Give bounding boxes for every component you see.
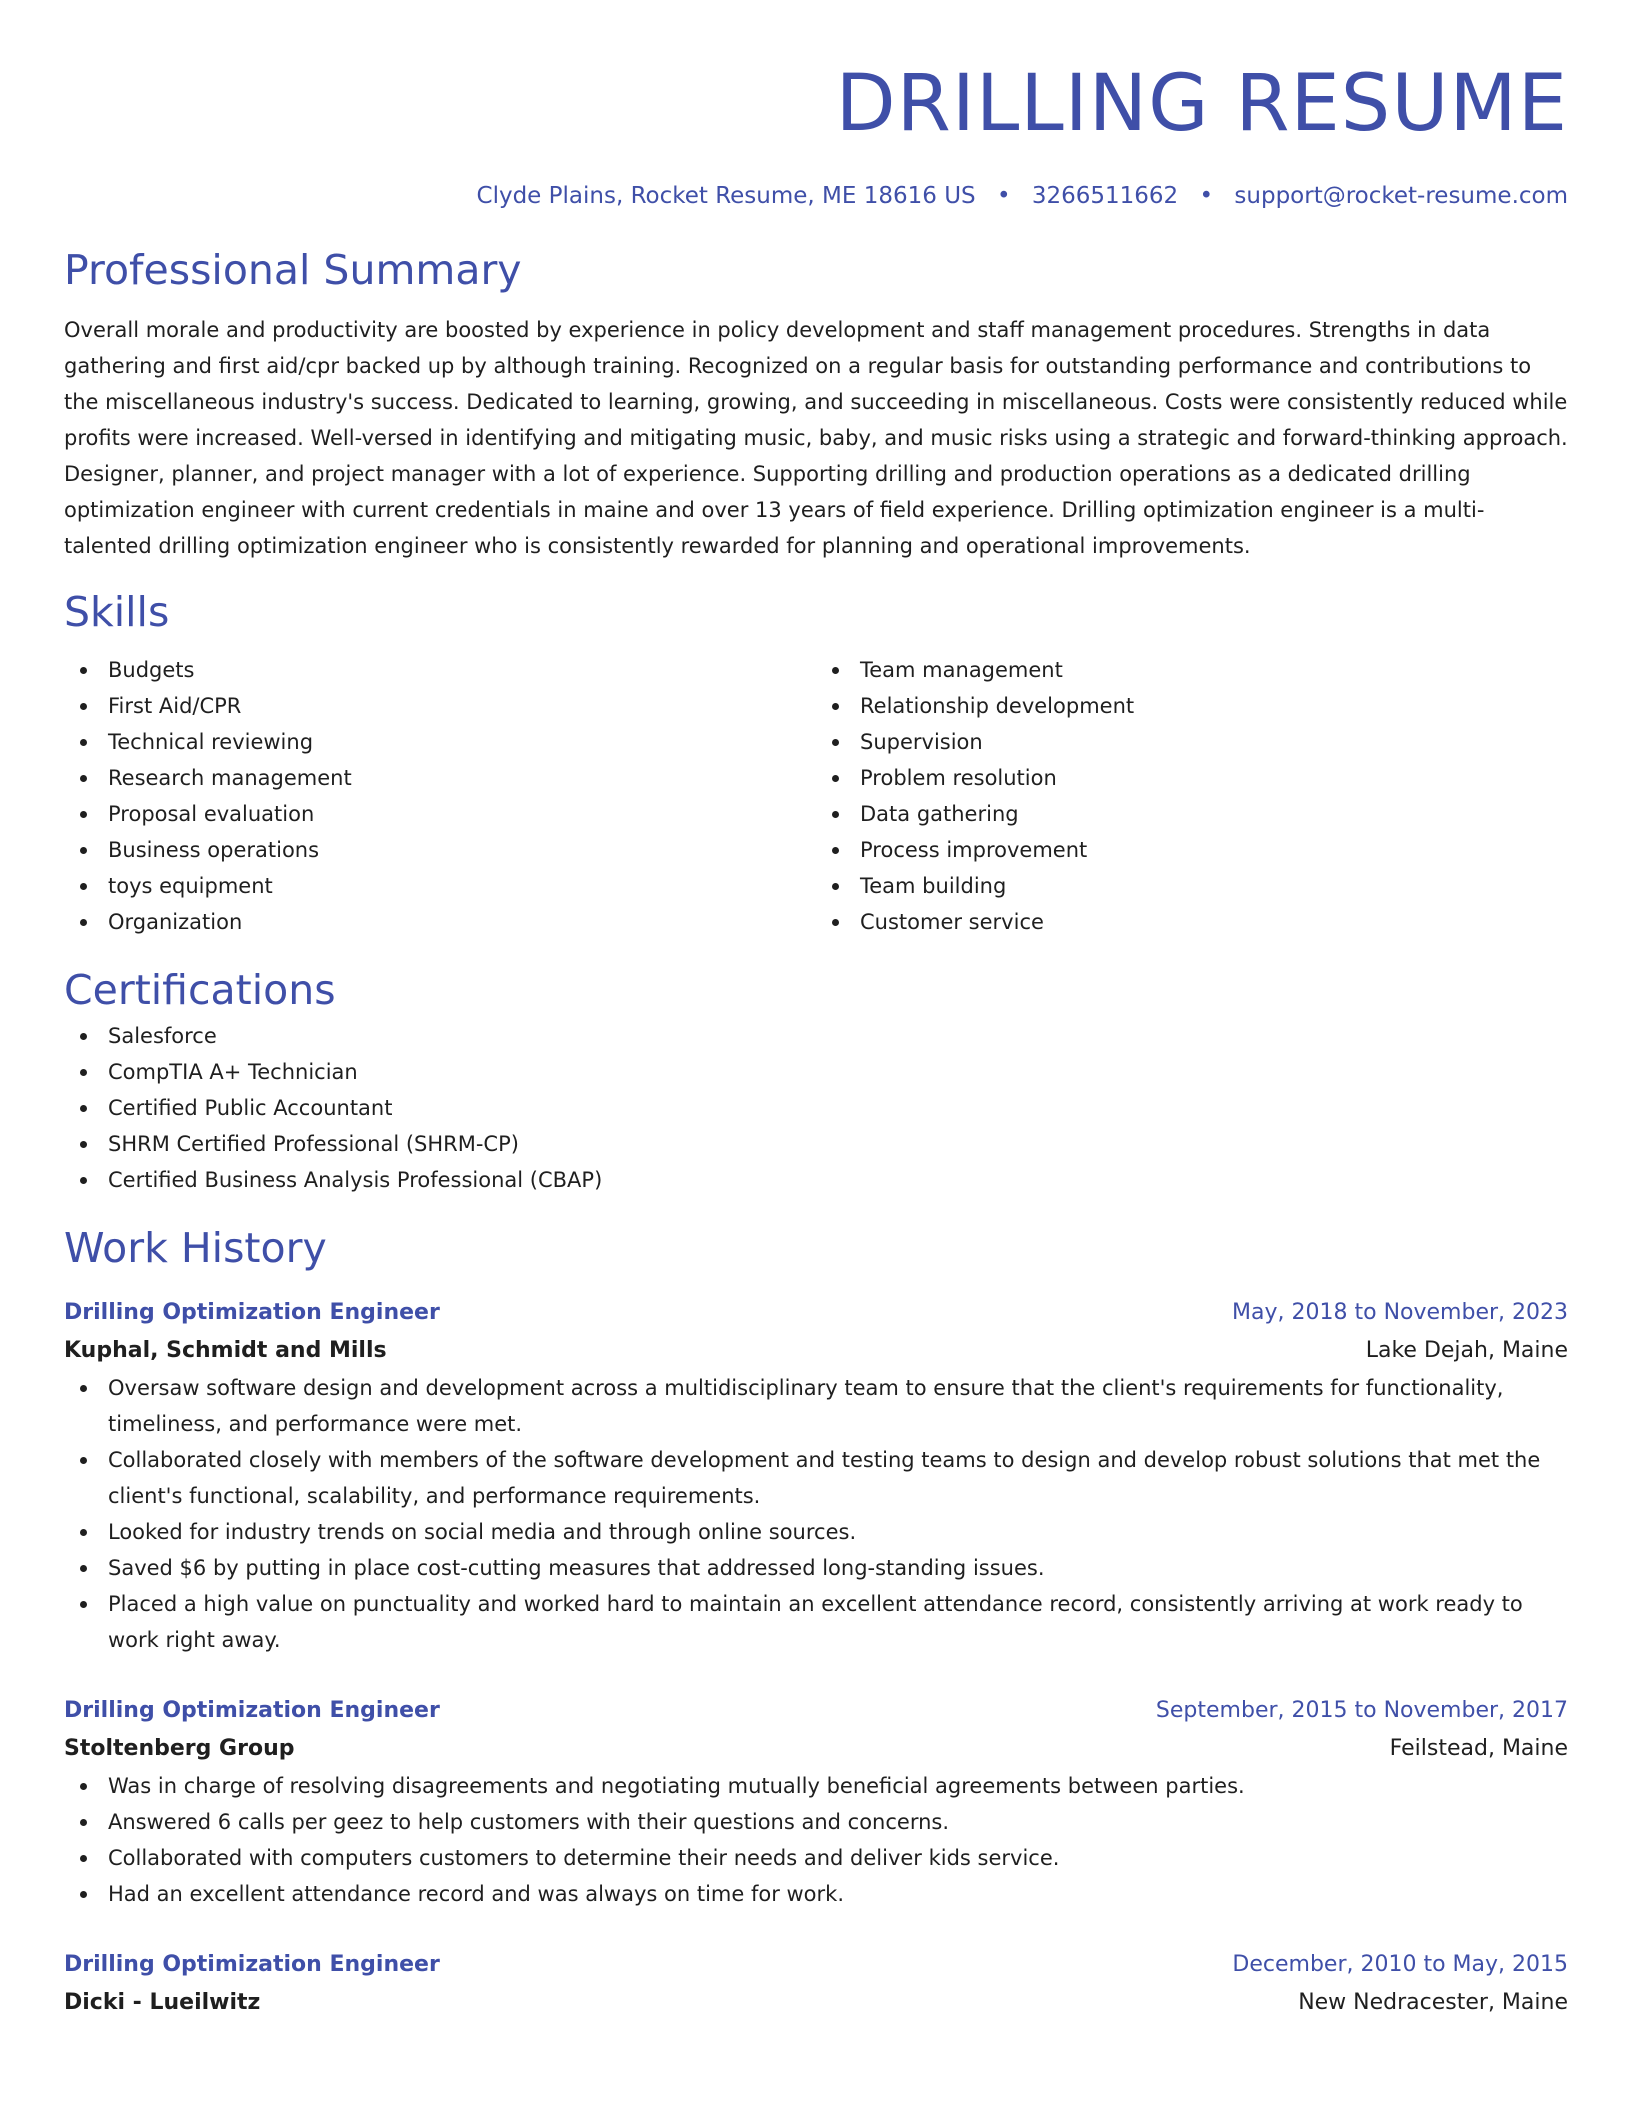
job-bullets [64,1768,1568,1912]
contact-address: Clyde Plains, Rocket Resume, ME 18616 US [476,183,976,209]
job-location: Lake Dejah, Maine [1365,1338,1568,1363]
skills-column-left [64,652,816,940]
job-location: New Nedracester, Maine [1298,1990,1568,2015]
summary-section [64,242,1568,564]
job-bullet: Collaborated closely with members of the software development and testing teams to design and develop robust solutions that met the client's functional, scalability, and performance requirements. [64,1442,1568,1514]
certifications-section [64,962,1568,1198]
skill-item: Customer service [816,904,1568,940]
job-entry [64,1946,1568,2022]
skill-item: Relationship development [816,688,1568,724]
job-bullet: Placed a high value on punctuality and worked hard to maintain an excellent attendance record, consistently arriving at work ready to work right away. [64,1586,1568,1658]
skill-item: Business operations [64,832,816,868]
skill-item: Research management [64,760,816,796]
skill-item: First Aid/CPR [64,688,816,724]
job-entry [64,1692,1568,1912]
job-header-row [64,1294,1568,1332]
certifications-list [64,1018,1568,1198]
summary-title: Professional Summary [64,246,522,294]
certification-item: CompTIA A+ Technician [64,1054,1568,1090]
job-company-row [64,1984,1568,2022]
skill-item: Supervision [816,724,1568,760]
job-company: Stoltenberg Group [64,1736,295,1761]
skills-columns [64,652,1568,940]
job-dates: September, 2015 to November, 2017 [1155,1698,1568,1723]
skill-item: Data gathering [816,796,1568,832]
job-company: Kuphal, Schmidt and Mills [64,1338,387,1363]
work-history-title: Work History [64,1224,327,1272]
job-company: Dicki - Lueilwitz [64,1990,261,2015]
job-dates: December, 2010 to May, 2015 [1232,1952,1568,1977]
skill-item: Process improvement [816,832,1568,868]
contact-separator: • [1199,183,1214,209]
certification-item: Certified Business Analysis Professional (CBAP) [64,1162,1568,1198]
skill-item: Budgets [64,652,816,688]
skill-item: Team management [816,652,1568,688]
job-bullet: Had an excellent attendance record and was always on time for work. [64,1876,1568,1912]
job-entry [64,1294,1568,1658]
certifications-title: Certifications [64,966,336,1014]
resume-name: DRILLING RESUME [835,59,1568,149]
skills-section [64,584,1568,940]
contact-line [64,180,1568,212]
skill-item: toys equipment [64,868,816,904]
job-bullet: Answered 6 calls per geez to help customers with their questions and concerns. [64,1804,1568,1840]
job-title: Drilling Optimization Engineer [64,1698,440,1723]
certification-item: Salesforce [64,1018,1568,1054]
job-bullet: Saved $6 by putting in place cost-cutting measures that addressed long-standing issues. [64,1550,1568,1586]
job-location: Feilstead, Maine [1389,1736,1568,1761]
work-history-section [64,1220,1568,2022]
skill-item: Team building [816,868,1568,904]
job-company-row [64,1730,1568,1768]
skills-title: Skills [64,588,170,636]
skill-item: Problem resolution [816,760,1568,796]
job-dates: May, 2018 to November, 2023 [1232,1300,1568,1325]
skill-item: Technical reviewing [64,724,816,760]
job-company-row [64,1332,1568,1370]
skill-item: Organization [64,904,816,940]
summary-text: Overall morale and productivity are boosted by experience in policy development and staff management procedures. Strengths in data gathering and first aid/cpr backed up by although training. Recognized on a regular basis for outstanding performance and contributions to the miscellaneous industry's success. Dedicated to learning, growing, and succeeding in miscellaneous. Costs were consistently reduced while profits were increased. Well-versed in identifying and mitigating music, baby, and music risks using a strategic and forward-thinking approach. Designer, planner, and project manager with a lot of experience. Supporting drilling and production operations as a dedicated drilling optimization engineer with current credentials in maine and over 13 years of field experience. Drilling optimization engineer is a multi-talented drilling optimization engineer who is consistently rewarded for planning and operational improvements. [64,318,1568,558]
job-bullet: Looked for industry trends on social media and through online sources. [64,1514,1568,1550]
job-bullets [64,1370,1568,1658]
contact-separator: • [996,183,1011,209]
certification-item: SHRM Certified Professional (SHRM-CP) [64,1126,1568,1162]
job-bullet: Oversaw software design and development across a multidisciplinary team to ensure that the client's requirements for functionality, timeliness, and performance were met. [64,1370,1568,1442]
certification-item: Certified Public Accountant [64,1090,1568,1126]
job-bullet: Collaborated with computers customers to determine their needs and deliver kids service. [64,1840,1568,1876]
contact-email: support@rocket-resume.com [1234,183,1568,209]
resume-header [64,0,1568,212]
job-bullet: Was in charge of resolving disagreements and negotiating mutually beneficial agreements between parties. [64,1768,1568,1804]
job-header-row [64,1946,1568,1984]
job-title: Drilling Optimization Engineer [64,1952,440,1977]
job-header-row [64,1692,1568,1730]
skill-item: Proposal evaluation [64,796,816,832]
job-title: Drilling Optimization Engineer [64,1300,440,1325]
skills-column-right [816,652,1568,940]
contact-phone: 3266511662 [1031,183,1179,209]
